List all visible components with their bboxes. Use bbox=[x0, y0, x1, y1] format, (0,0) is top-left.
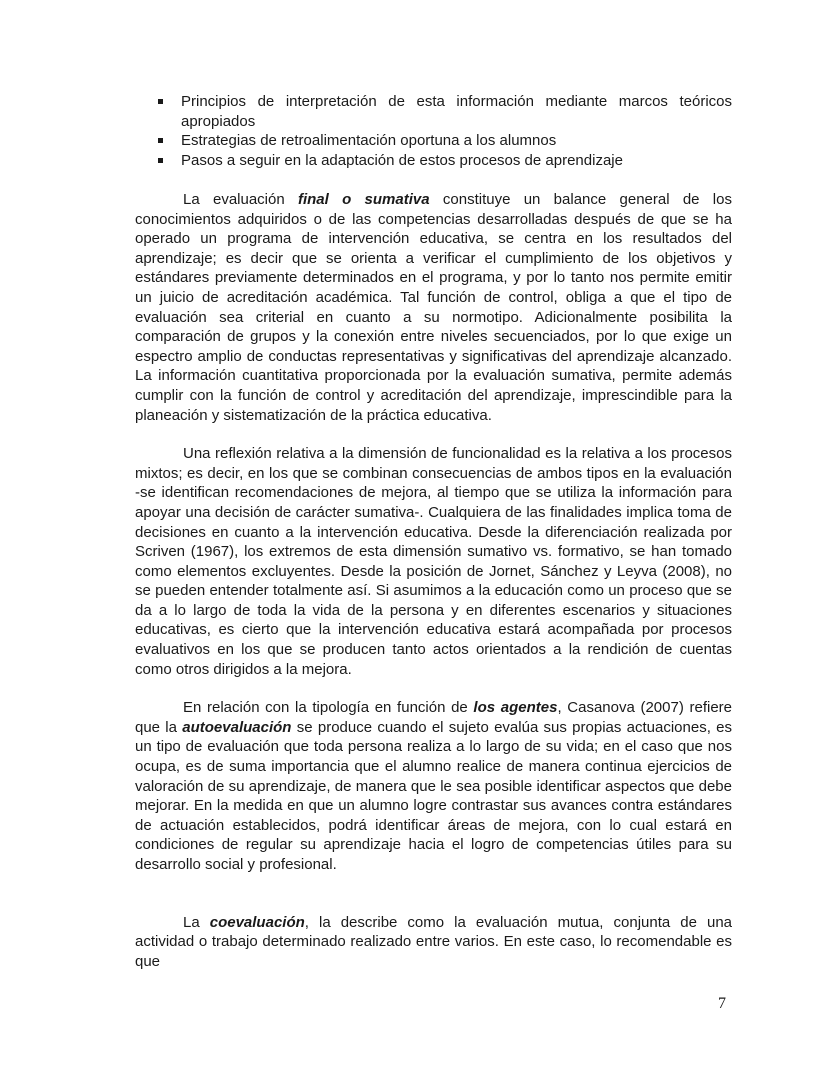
emphasis-term: coevaluación bbox=[209, 913, 305, 931]
square-bullet-icon bbox=[158, 99, 163, 104]
square-bullet-icon bbox=[158, 158, 163, 163]
emphasis-term: final o sumativa bbox=[297, 191, 430, 208]
emphasis-term: los agentes bbox=[473, 699, 558, 717]
paragraph-mixtos: Una reflexión relativa a la dimensión de funcionalidad es la relativa a los procesos mixtos; es decir, en los que se combinan consecuencias de ambos tipos en la evaluación -se identifican recomendaciones de mejora, al tiempo que se utiliza la información para apoyar una decisión de carácter sumativa-. Cualquiera de las finalidades implica toma de decisiones en cuanto a la intervención educativa. Desde la diferenciación realizada por Scriven (1967), los extremos de esta dimensión sumativo vs. formativo, se han tomado como elementos excluyentes. Desde la posición de Jornet, Sánchez y Leyva (2008), no se pueden entender totalmente así. Si asumimos a la educación como un proceso que se da a lo largo de toda la vida de la persona y en diferentes escenarios y situaciones educativas, es cierto que la intervención educativa estará acompañada por procesos evaluativos en los que se producen tanto actos orientados a la rendición de cuentas como otros dirigidos a la mejora. bbox=[135, 445, 732, 678]
document-body bbox=[135, 92, 732, 971]
list-item: Pasos a seguir en la adaptación de estos procesos de aprendizaje bbox=[157, 151, 732, 171]
bullet-list bbox=[157, 92, 732, 170]
page-number: 7 bbox=[718, 995, 726, 1012]
paragraph-agentes: En relación con la tipología en función de los agentes, Casanova (2007) refiere que la autoevaluación se produce cuando el sujeto evalúa sus propias actuaciones, es un tipo de evaluación que toda persona realiza a lo largo de su vida; en el caso que nos ocupa, es de suma importancia que el alumno realice de manera continua ejercicios de valoración de su aprendizaje, de manera que le sea posible identificar aspectos que debe mejorar. En la medida en que un alumno logre contrastar sus avances contra estándares de actuación establecidos, podrá identificar áreas de mejora, con lo cual estará en condiciones de regular su aprendizaje hacia el logro de competencias útiles para su desarrollo social y profesional. bbox=[135, 699, 733, 873]
list-item: Estrategias de retroalimentación oportuna a los alumnos bbox=[157, 131, 732, 151]
paragraph-sumativa: La evaluación final o sumativa constituye un balance general de los conocimientos adquiridos o de las competencias desarrolladas después de que se ha operado un programa de intervención educativa, se centra en los resultados del aprendizaje; es decir que se orienta a verificar el cumplimiento de los objetivos y estándares previamente determinados en el programa, y por lo tanto nos permite emitir un juicio de acreditación académica. Tal función de control, obliga a que el tipo de evaluación sea criterial en cuanto a su normotipo. Adicionalmente posibilita la comparación de grupos y la conexión entre niveles secuenciados, por lo que exige un espectro amplio de conductas representativas y significativas del aprendizaje alcanzado. La información cuantitativa proporcionada por la evaluación sumativa, permite además cumplir con la función de control y acreditación del aprendizaje, imprescindible para la planeación y sistematización de la práctica educativa. bbox=[135, 191, 732, 424]
list-item: Principios de interpretación de esta información mediante marcos teóricos apropiados bbox=[157, 92, 732, 131]
square-bullet-icon bbox=[158, 138, 163, 143]
paragraph-coevaluacion: La coevaluación, la describe como la evaluación mutua, conjunta de una actividad o trabajo determinado realizado entre varios. En este caso, lo recomendable es que bbox=[135, 913, 732, 970]
emphasis-term: autoevaluación bbox=[182, 718, 292, 736]
